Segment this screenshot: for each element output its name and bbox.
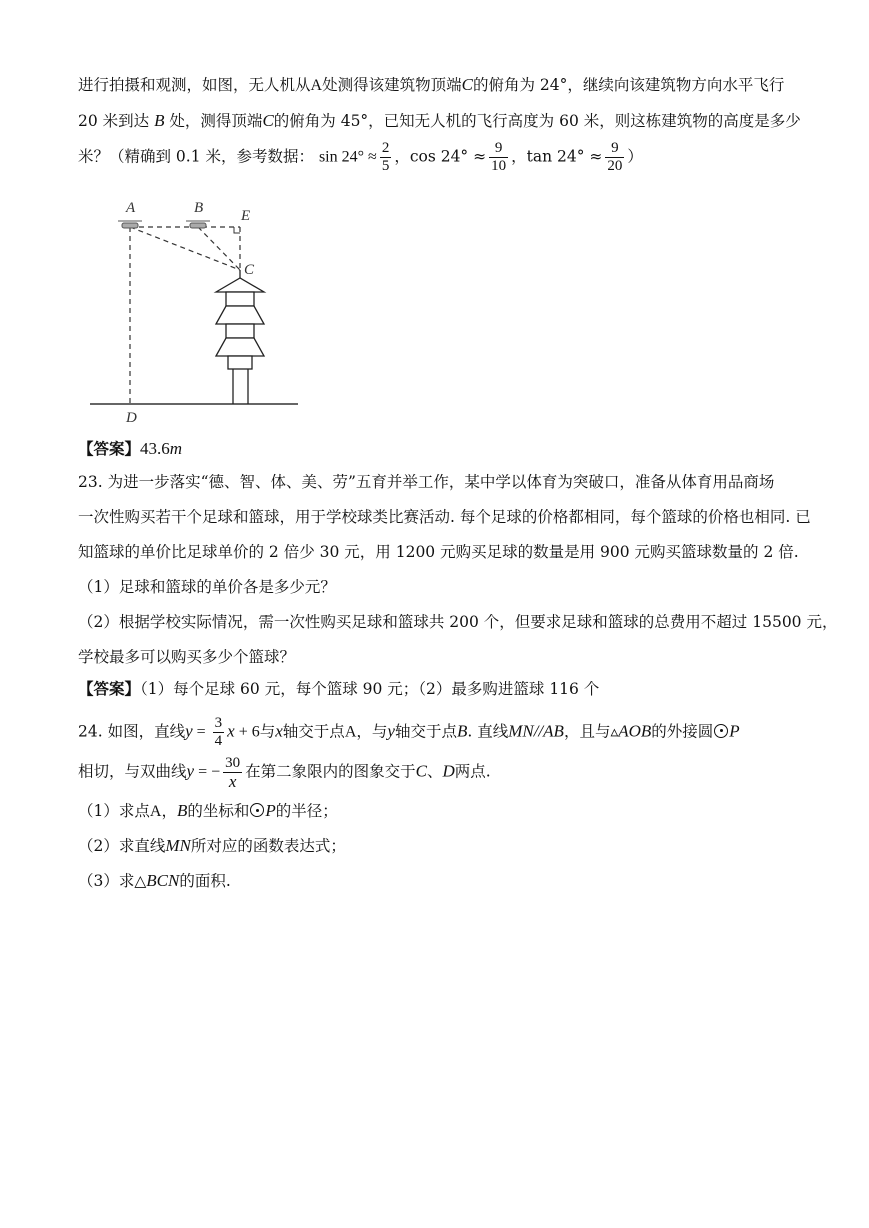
point-B: B	[456, 721, 468, 741]
q22-l3-end: ）	[627, 147, 643, 166]
dashed-line-AC	[130, 227, 240, 270]
slope-den: 4	[214, 733, 223, 749]
equals: =	[192, 723, 210, 741]
answer-tag: 【答案】	[78, 679, 141, 698]
point-C: C	[262, 111, 274, 130]
cos-label: ，cos 24° ≈	[394, 147, 487, 166]
sin-den: 5	[381, 158, 390, 174]
q24-part-1	[78, 800, 338, 823]
hyperbola-num: 30	[225, 755, 241, 771]
tan-den: 20	[607, 158, 623, 174]
point-A: A	[344, 723, 357, 741]
var-y: y	[186, 761, 195, 781]
point-A: A	[310, 77, 323, 94]
point-B: B	[154, 111, 165, 130]
hyperbola-fraction	[223, 755, 242, 790]
triangle-AOB: AOB	[618, 721, 652, 741]
q23-text-line-2: 一次性购买若干个足球和篮球，用于学校球类比赛活动. 每个足球的价格都相同，每个篮球的价格也相同. 已	[78, 508, 811, 526]
q22-l2-b: 处，测得顶端	[169, 112, 263, 130]
q24-l2-a: 相切，与双曲线	[78, 762, 187, 781]
q22-text-line-1	[78, 74, 784, 97]
cos-den: 10	[491, 158, 507, 174]
triangle-BCN: BCN	[146, 871, 180, 890]
sin-num: 2	[381, 140, 390, 156]
intercept: + 6	[234, 723, 260, 741]
tan-fraction	[605, 140, 624, 175]
q24-p3-b: 的面积.	[179, 872, 231, 890]
answer-value: 43.6	[140, 439, 170, 458]
q24-p2-b: 所对应的函数表达式；	[190, 837, 346, 855]
label-D: D	[126, 410, 137, 426]
q24-l2-d: 两点.	[454, 762, 491, 781]
answer-unit: m	[169, 439, 183, 458]
q24-l1-h: 的外接圆	[651, 722, 714, 741]
var-x-axis: x	[275, 721, 283, 741]
slope-num: 3	[214, 715, 223, 731]
q24-p1-d: 的半径；	[275, 802, 338, 820]
right-angle-mark	[234, 227, 240, 233]
q22-l2-a: 20 米到达	[78, 112, 150, 130]
q24-text-line-2	[78, 755, 491, 790]
q22-text-line-2	[78, 110, 801, 132]
point-C: C	[415, 761, 427, 781]
q22-figure	[88, 196, 303, 426]
circle-dot-icon	[250, 803, 264, 817]
parallel-sign: //	[533, 721, 544, 741]
point-D: D	[442, 761, 455, 781]
hyperbola-den: x	[228, 772, 237, 791]
q23-part-1: （1）足球和篮球的单价各是多少元？	[78, 578, 336, 596]
q24-l1-e: 轴交于点	[394, 722, 457, 741]
label-A: A	[126, 200, 136, 216]
slope-fraction	[213, 715, 225, 750]
var-y-axis: y	[387, 721, 395, 741]
circle-P: P	[729, 721, 740, 741]
sin-label: sin 24° ≈	[318, 148, 377, 166]
q24-text-line-1	[78, 715, 740, 750]
q23-answer	[78, 678, 599, 700]
var-x: x	[227, 721, 235, 741]
pagoda-building	[216, 270, 264, 404]
answer-tag: 【答案】	[78, 439, 141, 458]
answer-text: （1）每个足球 60 元，每个篮球 90 元；（2）最多购进篮球 116 个	[140, 680, 600, 698]
point-B: B	[176, 801, 188, 820]
q24-p1-a: （1）求点	[78, 802, 150, 820]
cos-fraction	[489, 140, 508, 175]
q24-part-2	[78, 835, 346, 857]
q22-l3-a: 米？（精确到 0.1 米，参考数据：	[78, 147, 315, 166]
q24-part-3	[78, 870, 231, 892]
point-C: C	[461, 75, 473, 94]
q24-l1-a: 24. 如图，直线	[78, 722, 186, 741]
var-y: y	[185, 721, 193, 741]
label-B: B	[194, 200, 204, 216]
q23-text-line-3: 知篮球的单价比足球单价的 2 倍少 30 元，用 1200 元购买足球的数量是用 900 元购买篮球数量的 2 倍.	[78, 543, 799, 561]
q24-l2-b: 在第二象限内的图象交于	[245, 762, 416, 781]
cos-num: 9	[489, 140, 508, 158]
q23-part-2-line-2: 学校最多可以购买多少个篮球？	[78, 648, 296, 666]
q24-l1-b: 与	[259, 722, 276, 741]
q24-l1-d: ，与	[356, 722, 388, 741]
sin-fraction	[380, 140, 392, 175]
circle-dot-icon	[714, 724, 728, 738]
line-MN: MN	[165, 836, 191, 855]
q22-l1-c: 的俯角为 24°，继续向该建筑物方向水平飞行	[472, 76, 785, 94]
q23-text-line-1: 23. 为进一步落实“德、智、体、美、劳”五育并举工作，某中学以体育为突破口，准备从体育用品商场	[78, 473, 775, 491]
tan-num: 9	[605, 140, 624, 158]
q24-p2-a: （2）求直线	[78, 837, 166, 855]
q24-p3-a: （3）求△	[78, 872, 147, 890]
line-MN: MN	[508, 721, 534, 741]
q24-p1-b: ，	[161, 802, 177, 820]
q24-l2-c: 、	[426, 762, 443, 781]
equals-minus: = −	[194, 763, 221, 781]
tan-label: ，tan 24° ≈	[511, 147, 603, 166]
label-E: E	[241, 208, 251, 224]
q24-l1-c: 轴交于点	[282, 722, 345, 741]
point-A: A	[149, 803, 162, 820]
line-AB: AB	[543, 721, 564, 741]
q22-text-line-3	[78, 140, 643, 175]
q22-l1-a: 进行拍摄和观测，如图，无人机从	[78, 76, 311, 94]
label-C: C	[244, 262, 255, 278]
q22-answer	[78, 438, 182, 460]
circle-P: P	[265, 801, 276, 820]
drone-A-icon	[118, 221, 142, 228]
triangle-icon: ▵	[610, 722, 619, 741]
q23-part-2-line-1: （2）根据学校实际情况，需一次性购买足球和篮球共 200 个，但要求足球和篮球的总费用不超过 15500 元，	[78, 613, 838, 631]
q24-l1-g: ，且与	[563, 722, 611, 741]
q24-p1-c: 的坐标和	[187, 802, 250, 820]
q24-l1-f: . 直线	[467, 722, 509, 741]
q22-l1-b: 处测得该建筑物顶端	[322, 76, 462, 94]
q22-l2-c: 的俯角为 45°，已知无人机的飞行高度为 60 米，则这栋建筑物的高度是多少	[273, 112, 801, 130]
